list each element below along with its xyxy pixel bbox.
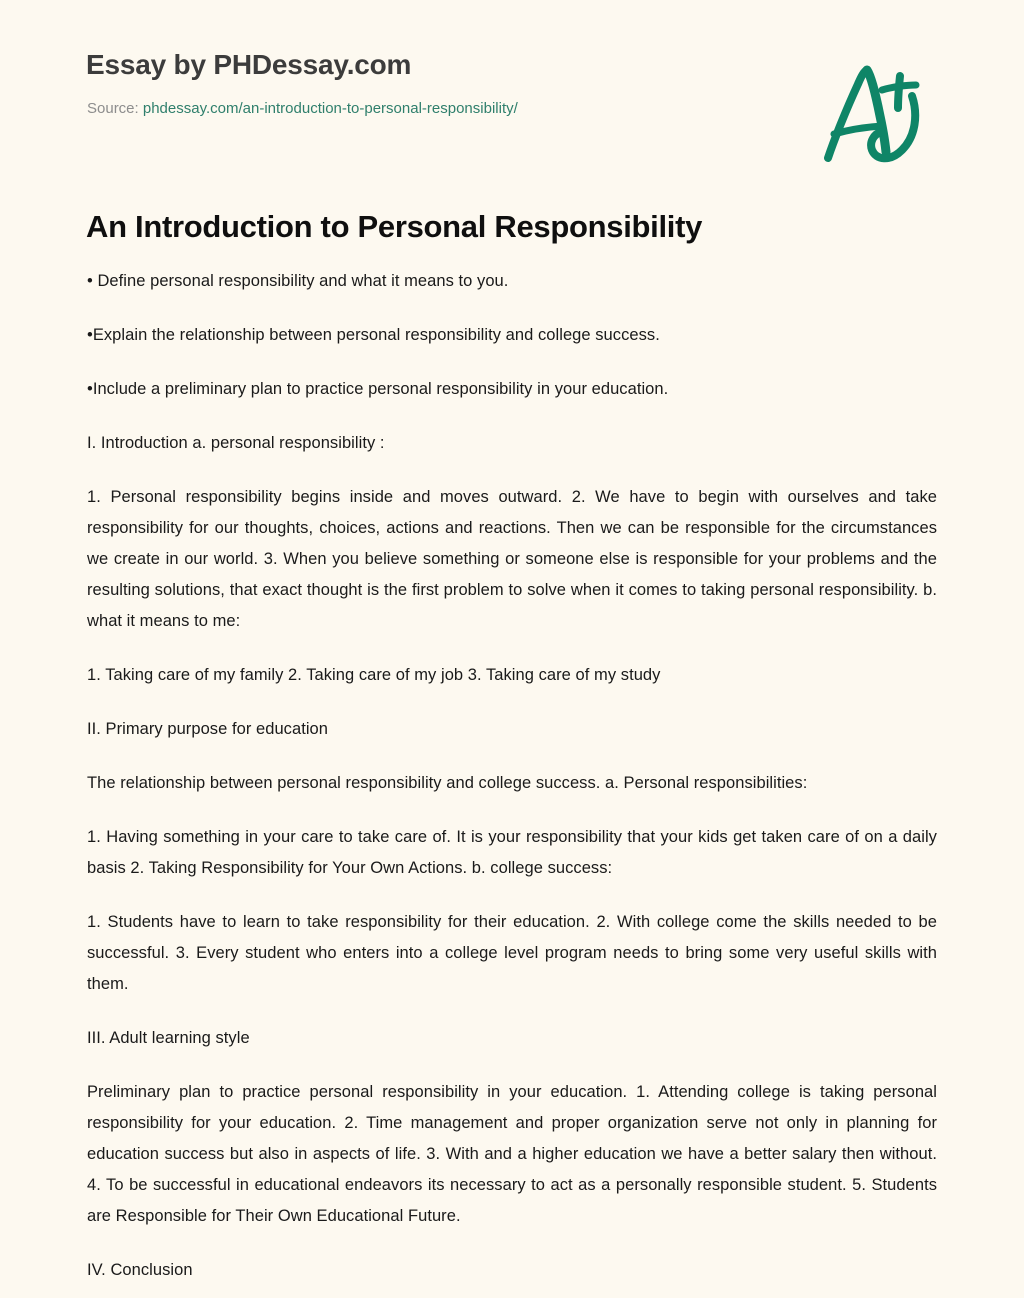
body-paragraph: Preliminary plan to practice personal responsibility in your education. 1. Attending college is taking personal responsibility for your education. 2. Time management and proper organization serve not only in planning for education success but also in aspects of life. 3. With and a higher education we have a better salary then without. 4. To be successful in educational endeavors its necessary to act as a personally responsible student. 5. Students are Responsible for Their Own Educational Future.	[87, 1083, 937, 1225]
page-title: An Introduction to Personal Responsibility	[86, 208, 703, 244]
body-paragraph: 1. Taking care of my family 2. Taking care of my job 3. Taking care of my study	[87, 666, 661, 684]
bullet-item: •Explain the relationship between personal responsibility and college success.	[87, 326, 660, 344]
section-heading: I. Introduction a. personal responsibility :	[87, 434, 385, 452]
section-heading: III. Adult learning style	[87, 1029, 250, 1047]
brand-title	[86, 48, 411, 82]
body-paragraph: 1. Students have to learn to take responsibility for their education. 2. With college come the skills needed to be successful. 3. Every student who enters into a college level program needs to bring some very useful skills with them.	[87, 913, 937, 993]
source-line	[87, 99, 518, 119]
page-header	[0, 0, 1024, 172]
body-paragraph: 1. Having something in your care to take care of. It is your responsibility that your kids get taken care of on a daily basis 2. Taking Responsibility for Your Own Actions. b. college success:	[87, 828, 937, 877]
bullet-item: • Define personal responsibility and what it means to you.	[87, 272, 509, 290]
section-heading: II. Primary purpose for education	[87, 720, 329, 738]
bullet-item: •Include a preliminary plan to practice personal responsibility in your education.	[87, 380, 669, 398]
body-paragraph: 1. Personal responsibility begins inside and moves outward. 2. We have to begin with ourselves and take responsibility for our thoughts, choices, actions and reactions. Then we can be responsible for the circumstances we create in our world. 3. When you believe something or someone else is responsible for your problems and the resulting solutions, that exact thought is the first problem to solve when it comes to taking personal responsibility. b. what it means to me:	[87, 488, 937, 630]
essay-body	[87, 266, 937, 1286]
brand-site-name: by PHDessay.com	[165, 49, 412, 80]
brand-essay-word: Essay	[86, 49, 166, 80]
a-plus-logo-icon	[812, 60, 932, 166]
section-heading: IV. Conclusion	[87, 1261, 193, 1279]
body-paragraph: The relationship between personal responsibility and college success. a. Personal responsibilities:	[87, 774, 808, 792]
source-url-link[interactable]: phdessay.com/an-introduction-to-personal-responsibility/	[142, 100, 518, 117]
source-label: Source:	[87, 100, 139, 117]
